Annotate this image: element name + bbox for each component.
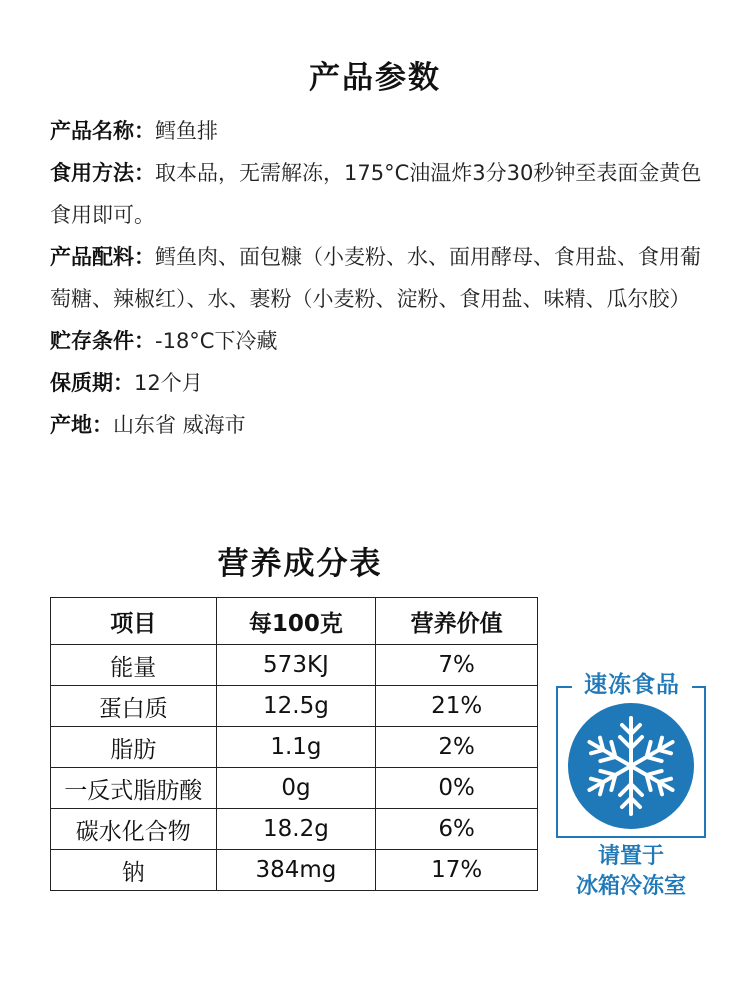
params-list xyxy=(50,110,710,446)
table-row xyxy=(51,809,538,850)
table-cell: 蛋白质 xyxy=(51,686,217,727)
param-value: 取本品，无需解冻，175°C油温炸3分30秒钟至表面金黄色食用即可。 xyxy=(50,161,702,227)
param-row-origin xyxy=(50,404,710,446)
param-row-name xyxy=(50,110,710,152)
param-value: 鳕鱼肉、面包糠（小麦粉、水、面用酵母、食用盐、食用葡萄糖、辣椒红）、水、裹粉（小麦粉、淀粉、食用盐、味精、瓜尔胶） xyxy=(50,245,701,311)
param-value: 山东省 威海市 xyxy=(113,413,246,437)
param-label: 贮存条件： xyxy=(50,329,155,353)
param-value: -18°C下冷藏 xyxy=(155,329,278,353)
table-cell: 18.2g xyxy=(216,809,376,850)
table-cell: 一反式脂肪酸 xyxy=(51,768,217,809)
table-cell: 0% xyxy=(376,768,538,809)
param-row-usage xyxy=(50,152,710,236)
table-row xyxy=(51,686,538,727)
frozen-note-line1: 请置于 xyxy=(597,844,664,869)
table-row xyxy=(51,850,538,891)
column-header: 项目 xyxy=(51,598,217,645)
param-value: 鳕鱼排 xyxy=(155,119,218,143)
frozen-badge-label: 速冻食品 xyxy=(572,667,692,703)
table-cell: 7% xyxy=(376,645,538,686)
column-header: 营养价值 xyxy=(376,598,538,645)
table-cell: 573KJ xyxy=(216,645,376,686)
table-cell: 钠 xyxy=(51,850,217,891)
frozen-note-line2: 冰箱冷冻室 xyxy=(575,874,686,899)
param-row-storage xyxy=(50,320,710,362)
params-title: 产品参数 xyxy=(309,60,441,96)
table-cell: 0g xyxy=(216,768,376,809)
table-row xyxy=(51,645,538,686)
table-row xyxy=(51,768,538,809)
table-row xyxy=(51,727,538,768)
table-cell: 21% xyxy=(376,686,538,727)
table-cell: 脂肪 xyxy=(51,727,217,768)
table-cell: 1.1g xyxy=(216,727,376,768)
table-cell: 12.5g xyxy=(216,686,376,727)
table-cell: 能量 xyxy=(51,645,217,686)
snowflake-icon xyxy=(568,703,694,829)
frozen-note xyxy=(556,842,706,902)
nutrition-table xyxy=(50,597,538,891)
table-cell: 17% xyxy=(376,850,538,891)
table-cell: 384mg xyxy=(216,850,376,891)
param-label: 保质期： xyxy=(50,371,134,395)
param-value: 12个月 xyxy=(134,371,203,395)
param-row-shelf-life xyxy=(50,362,710,404)
param-row-ingredients xyxy=(50,236,710,320)
table-cell: 6% xyxy=(376,809,538,850)
nutrition-title: 营养成分表 xyxy=(217,546,383,582)
table-cell: 碳水化合物 xyxy=(51,809,217,850)
param-label: 产品名称： xyxy=(50,119,155,143)
param-label: 产品配料： xyxy=(50,245,155,269)
param-label: 食用方法： xyxy=(50,161,155,185)
table-cell: 2% xyxy=(376,727,538,768)
column-header: 每100克 xyxy=(216,598,376,645)
param-label: 产地： xyxy=(50,413,113,437)
table-header-row xyxy=(51,598,538,645)
